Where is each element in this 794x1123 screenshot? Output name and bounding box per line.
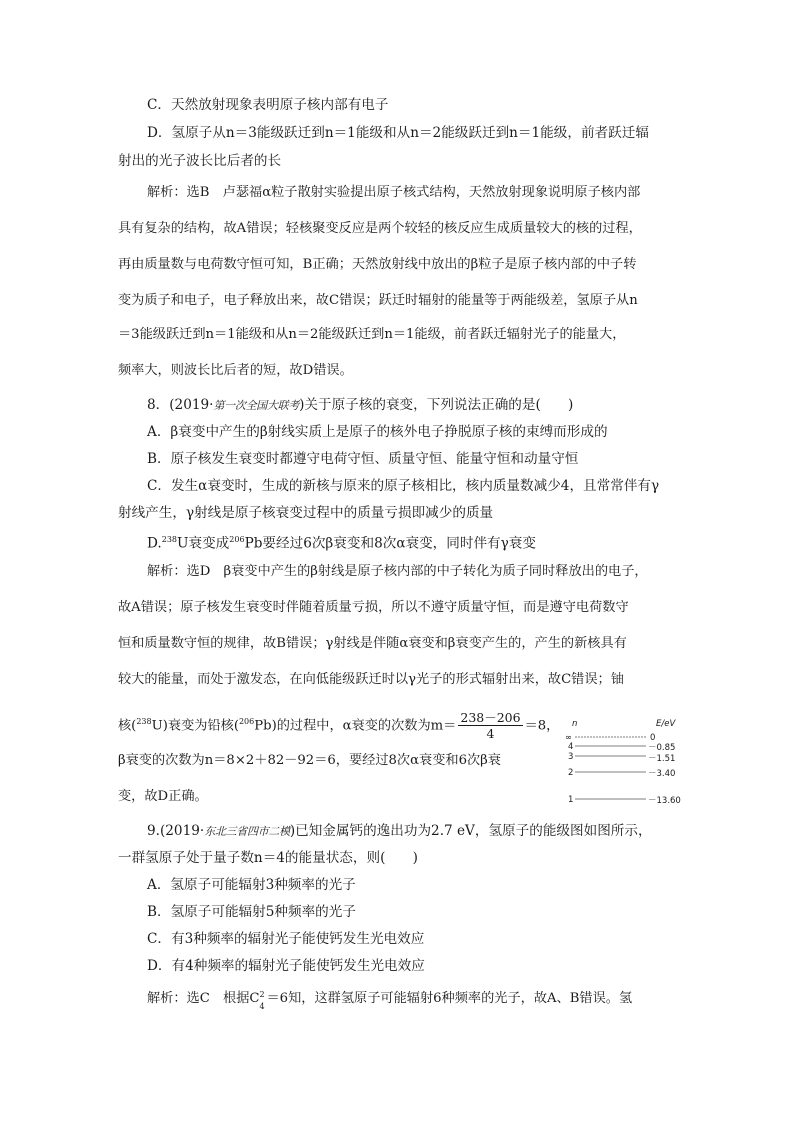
- prev-analysis-line: 具有复杂的结构，故A错误；轻核聚变反应是两个较轻的核反应生成质量较大的核的过程，: [118, 221, 642, 236]
- q8-number: 8．(2019·: [147, 397, 214, 413]
- q8-stem-text: )关于原子核的衰变，下列说法正确的是( ): [299, 397, 574, 413]
- q9-option-c: C．有3种频率的辐射光子能使钙发生光电效应: [147, 931, 425, 947]
- q8-option-a: A．β衰变中产生的β射线实质上是原子的核外电子挣脱原子核的束缚而形成的: [147, 424, 608, 440]
- q9-number: 9.(2019·: [147, 823, 205, 839]
- q8-analysis-line-formula: 核($^{238}$U)衰变为铅核($^{206}$Pb)的过程中，α衰变的次数为m＝ $\frac{238-206}{4}$ ＝8，: [118, 710, 560, 742]
- q8-analysis-line: 解析：选D β衰变中产生的β射线是原子核内部的中子转化为质子同时释放出的电子，: [147, 564, 648, 579]
- level-3: [568, 752, 675, 764]
- prev-analysis-line: 频率大，则波长比后者的短，故D错误。: [118, 363, 353, 378]
- prev-option-d-line1: D．氢原子从n＝3能级跃迁到n＝1能级和从n＝2能级跃迁到n＝1能级，前者跃迁辐: [147, 125, 649, 141]
- q9-source: 东北三省四市二模: [204, 825, 290, 838]
- q9-stem-line2: 一群氢原子处于量子数n＝4的能量状态，则( ): [118, 850, 418, 866]
- prev-analysis-line: 变为质子和电子，电子释放出来，故C错误；跃迁时辐射的能量等于两能级差，氢原子从n: [118, 293, 638, 308]
- svg-text:－0.85: －0.85: [648, 743, 676, 753]
- svg-text:－3.40: －3.40: [648, 769, 676, 779]
- q8-source: 第一次全国大联考: [213, 399, 300, 412]
- q8-analysis-line: 变，故D正确。: [118, 789, 208, 804]
- prev-option-d-line2: 射出的光子波长比后者的长: [118, 153, 282, 169]
- fraction: $\frac{238-206}{4}$: [460, 710, 521, 742]
- energy-level-diagram: [562, 716, 692, 808]
- level-4: [568, 742, 675, 753]
- prev-option-c: C．天然放射现象表明原子核内部有电子: [147, 97, 389, 113]
- q8-option-c-line1: C．发生α衰变时，生成的新核与原来的原子核相比，核内质量数减少4，且常常伴有γ: [147, 478, 660, 494]
- q8-analysis-line: 恒和质量数守恒的规律，故B错误；γ射线是伴随α衰变和β衰变产生的，产生的新核具有: [118, 636, 627, 651]
- q9-analysis-line: 解析：选C 根据C 2 4 ＝6知，这群氢原子可能辐射6种频率的光子，故A、B错误。氢: [147, 990, 633, 1011]
- q8-analysis-line: β衰变的次数为n＝8×2＋82－92＝6，要经过8次α衰变和6次β衰: [118, 753, 501, 768]
- q8-stem: [147, 396, 573, 415]
- q8-analysis-line: 故A错误；原子核发生衰变时伴随着质量亏损，所以不遵守质量守恒，而是遵守电荷数守: [118, 600, 629, 615]
- svg-text:1: 1: [568, 795, 574, 805]
- q8-option-c-line2: 射线产生，γ射线是原子核衰变过程中的质量亏损即减少的质量: [118, 505, 494, 521]
- q8-option-d: D.$^{238}$U衰变成$^{206}$Pb要经过6次β衰变和8次α衰变，同时伴有γ衰变: [147, 535, 536, 552]
- level-1: [568, 795, 681, 806]
- prev-analysis-line: 再由质量数与电荷数守恒可知，B正确；天然放射线中放出的β粒子是原子核内部的中子转: [118, 257, 637, 272]
- q9-option-b: B．氢原子可能辐射5种频率的光子: [147, 904, 356, 920]
- svg-text:3: 3: [568, 752, 574, 762]
- svg-text:∞: ∞: [565, 733, 573, 743]
- q9-stem-line1: 9.(2019·东北三省四市二模)已知金属钙的逸出功为2.7 eV，氢原子的能级图如图所示，: [147, 823, 652, 839]
- svg-text:－1.51: －1.51: [648, 754, 676, 764]
- svg-text:－13.60: －13.60: [648, 796, 681, 806]
- prev-analysis-line: ＝3能级跃迁到n＝1能级和从n＝2能级跃迁到n＝1能级，前者跃迁辐射光子的能量大，: [118, 327, 626, 342]
- level-inf: [565, 733, 655, 743]
- q8-analysis-line: 较大的能量，而处于激发态，在向低能级跃迁时以γ光子的形式辐射出来，故C错误；铀: [118, 672, 624, 687]
- prev-analysis-line: 解析：选B 卢瑟福α粒子散射实验提出原子核式结构，天然放射现象说明原子核内部: [147, 185, 641, 200]
- q9-option-a: A．氢原子可能辐射3种频率的光子: [147, 877, 356, 893]
- n-axis-label: n: [572, 719, 578, 729]
- svg-text:2: 2: [568, 768, 574, 778]
- q9-option-d: D．有4种频率的辐射光子能使钙发生光电效应: [147, 958, 425, 974]
- level-2: [568, 768, 675, 779]
- svg-text:4: 4: [568, 742, 574, 752]
- energy-axis-label: E/eV: [656, 719, 676, 729]
- q8-option-b: B．原子核发生衰变时都遵守电荷守恒、质量守恒、能量守恒和动量守恒: [147, 451, 579, 467]
- svg-text:0: 0: [650, 733, 656, 743]
